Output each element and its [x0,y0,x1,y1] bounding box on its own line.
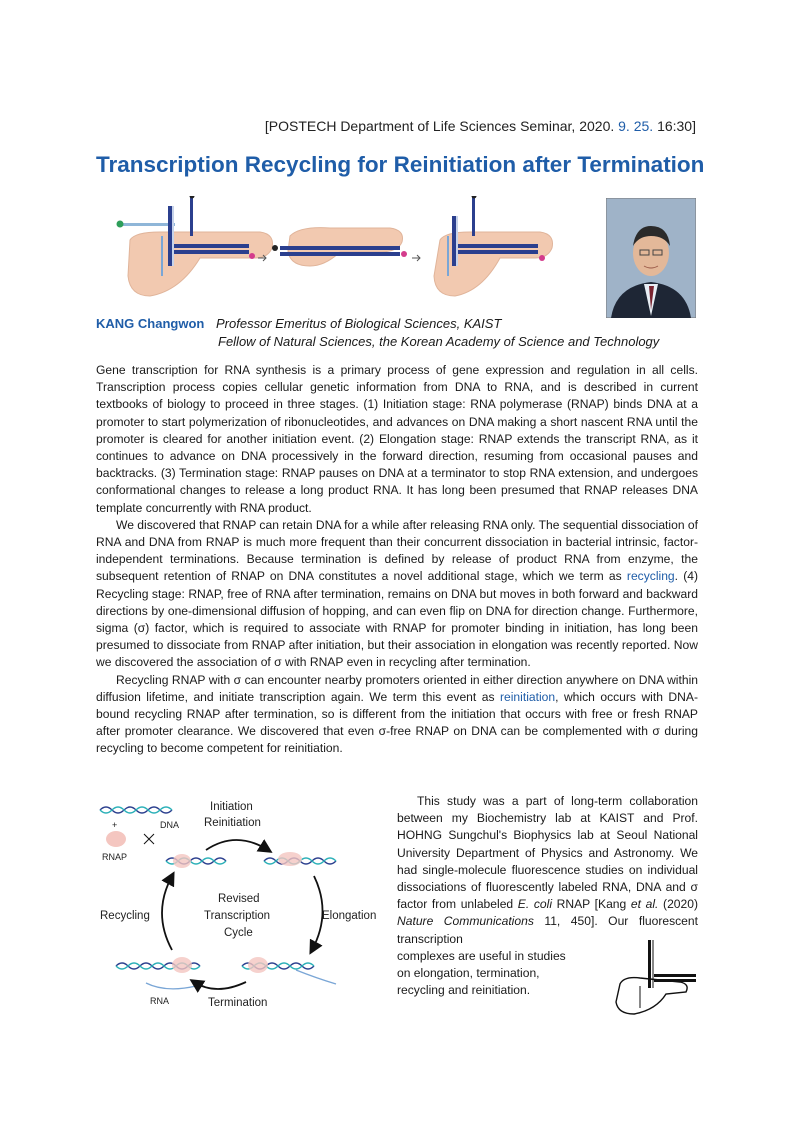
cycle-center-2: Transcription [204,910,271,922]
header-date: 9. 25. [618,118,654,134]
cycle-center-1: Revised [218,893,260,905]
legend-dna: DNA [160,820,180,830]
hand-middle-icon [272,228,407,266]
paragraph-1: Gene transcription for RNA synthesis is a primary process of gene expression and regulation in all cells. Transcription process copies cellular genetic information from DNA to RNA, and is described in current textbooks of biology to proceed in three stages. (1) Initiation stage: RNA polymerase (RNAP) binds DNA at a promoter to start polymerization of ribonucleotides, and advances on DNA making a short nascent RNA until the promoter is cleared for another initiation event. (2) Elongation stage: RNAP extends the transcript RNA, as it continues to advance on DNA processively in the forward direction, resuming from occasional pauses and backtracks. (3) Termination stage: RNAP pauses on DNA at a terminator to stop RNA extension, and undergoes conformational changes to release a long product RNA. It has long been presumed that RNAP releases DNA template concurrently with RNA product. [96,363,698,515]
speaker-photo [606,198,696,318]
paragraph-2: We discovered that RNAP can retain DNA for a while after releasing RNA only. The sequential dissociation of RNA and DNA from RNAP is much more frequent than their concurrent dissociation in bacterial intrinsic, factor-independent terminations. Because termination is defined by release of product RNA from enzyme, the subsequent retention of RNAP on DNA constitutes a novel additional stage, which we term as recycling. (4) Recycling stage: RNAP, free of RNA after termination, remains on DNA but moves in both forward and backward directions by one-dimensional diffusion of hopping, and can even flip on DNA for direction change. Furthermore, sigma (σ) factor, which is required to associate with RNAP for promoter binding in initiation, has long been presumed to dissociate from RNAP after initiation, but their association in elongation was recently reported. Now we discovered the association of σ with RNAP even in recycling after termination. [96,517,698,670]
arrow-icon-2 [412,255,420,261]
label-reinitiation: Reinitiation [204,817,261,829]
legend-plus: + [112,820,118,830]
speaker-affiliation-2: Fellow of Natural Sciences, the Korean Academy of Science and Technology [218,334,660,349]
hand-left-icon [117,196,273,296]
hand-right-icon [434,196,553,296]
label-recycling: Recycling [100,910,150,922]
label-initiation: Initiation [210,801,253,813]
exchange-arrows-icon [144,834,154,844]
legend-rnap: RNAP [102,852,128,862]
complex-termination [242,957,336,984]
cycle-center-3: Cycle [224,927,253,939]
arrow-termination-to-recycling [194,982,246,989]
reinitiation-term: reinitiation [499,689,556,704]
arrow-initiation-to-elongation [206,840,268,850]
header-time: 16:30] [657,118,696,134]
speaker-affiliation-1: Professor Emeritus of Biological Sciences, KAIST [216,316,502,331]
arrow-recycling-up [162,876,172,950]
paragraph-4-end: complexes are useful in studies on elongation, termination, recycling and reinitiation. [397,948,566,998]
speaker-block [96,315,659,351]
speaker-name: KANG Changwon [96,316,205,331]
header-prefix: [POSTECH Department of Life Sciences Seminar, 2020. [264,118,615,134]
complex-elongation-start [264,852,336,866]
abstract-body [96,362,698,758]
label-elongation: Elongation [322,910,377,922]
paragraph-4: This study was a part of long-term collaboration between my Biochemistry lab at KAIST and Prof. HOHNG Sungchul's Biophysics lab at Seoul National University Department of Physics and Astronomy. We had single-molecule fluorescence studies on individual dissociations of fluorescently labeled RNA, DNA and σ factor from unlabeled E. coli RNAP [Kang et al. (2020) Nature Communications 11, 450]. Our fluorescent transcription [397,794,698,946]
recycling-term: recycling [626,569,675,584]
page-title: Transcription Recycling for Reinitiation after Termination [96,152,705,177]
complex-initiation [166,854,226,868]
transcription-cycle-diagram [96,798,392,1016]
paragraph-3: Recycling RNAP with σ can encounter nearby promoters oriented in either direction anywhere on DNA within diffusion lifetime, and initiate transcription again. We term this event as reinitiation, which occurs with DNA-bound recycling RNAP after termination, so is different from the initiation that occurs with free or fresh RNAP after promoter clearance. We discovered that even σ-free RNAP on DNA can be complemented with σ during recycling to become competent for reinitiation. [96,672,698,756]
complex-recycling [116,957,200,973]
line-hand-icon [610,940,700,1020]
transcription-hands-figure [110,196,560,304]
label-termination: Termination [208,997,268,1009]
legend-rnap-blob [106,831,126,847]
legend-rna: RNA [150,996,170,1006]
arrow-elongation-down [312,876,323,950]
released-rna-strand [146,983,196,989]
seminar-header [265,118,696,134]
